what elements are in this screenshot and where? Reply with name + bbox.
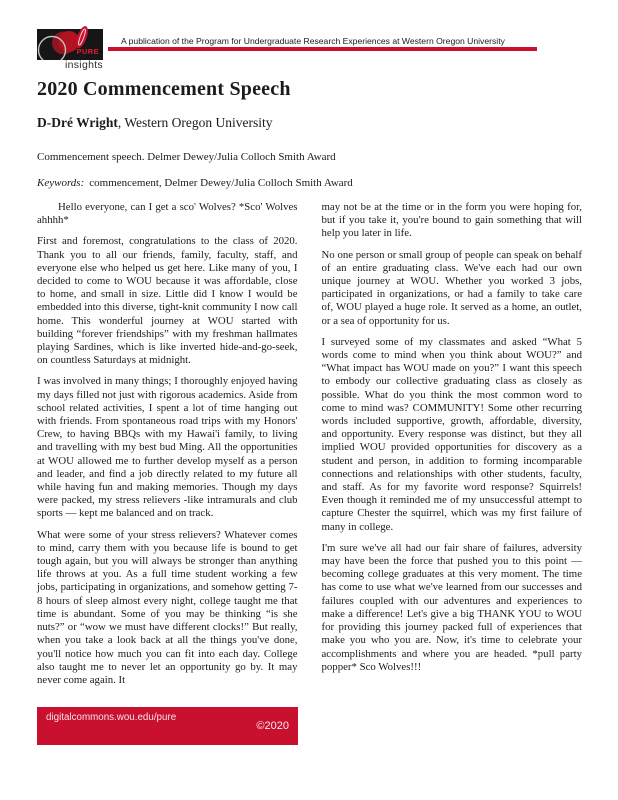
copyright-text: ©2020 <box>256 720 289 732</box>
author-affiliation: , Western Oregon University <box>117 115 273 130</box>
keywords-line <box>37 177 353 189</box>
paragraph: No one person or small group of people can speak on behalf of an entire graduating class. We've each had our own unique journey at WOU. Whether you worked 3 jobs, participated in organizations, or had a family to take care of, WOU played a huge role. It served as a home, an outlet, or a sea of opportunity for us. <box>321 248 582 327</box>
footer-banner <box>37 707 298 745</box>
paragraph: First and foremost, congratulations to the class of 2020. Thank you to all our friends, family, faculty, staff, and everyone else who helped us get here. Like many of you, I decided to come to WOU because it was affordable, close to home, and small in size. Little did I know I would be embedded into this diverse, tight-knit community I now call home. This wonderful journey at WOU started with building “forever friendships” with my freshman hallmates playing Sardines, which is like inverted hide-and-go-seek, on countless Saturdays at midnight. <box>37 235 298 367</box>
logo-pure-text: PURE <box>76 47 99 56</box>
paragraph: I was involved in many things; I thoroughly enjoyed having my days filled not just with rigorous academics. Aside from school related activities, I spent a lot of time hanging out with friends. From spontaneous road trips with my Honors' Crew, to having BBQs with my Hawai'i family, to living and travelling with my best bud Ming. All the opportunities at WOU allowed me to further develop myself as a person and leader, and find a job directly related to my future all while having fun and making memories. Though my days were packed, my stress relievers -like intramurals and club sports — kept me balanced and on track. <box>37 375 298 520</box>
masthead-rule <box>108 47 537 51</box>
paragraph: may not be at the time or in the form you were hoping for, but if you take it, you're bound to gain something that will help you later in life. <box>321 201 582 240</box>
author-line <box>37 115 273 131</box>
paragraph: I'm sure we've all had our fair share of failures, adversity may have been the force that pushed you to this point — becoming college graduates at this very moment. The time has come to use what we've learned from our successes and failures coupled with our adventures and experiences to make a difference! Let's give a big THANK YOU to WOU for providing this journey packed full of experiences that make you who you are. Now, it's time to celebrate your accomplishments and where you are headed. *pull party popper* Sco Wolves!!! <box>321 541 582 673</box>
keywords-label: Keywords: <box>37 177 85 189</box>
abstract: Commencement speech. Delmer Dewey/Julia Colloch Smith Award <box>37 151 336 163</box>
paragraph: What were some of your stress relievers? Whatever comes to mind, carry them with you because life is bound to get tough again, but you will always be stronger than anything life throws at you. As a full time student working a few jobs, participating in organizations, and somehow getting 7-8 hours of sleep almost every night, college taught me that time is abundant. Some of you may be thinking “is she nuts?” or “wow we must have different clocks!” But really, when you take a look back at all the things you've done, you'll notice how much you can fit into each day. College also taught me to never let an opportunity go by. It may never come again. It <box>37 528 298 686</box>
article-body <box>37 201 582 695</box>
logo-insights-text: insights <box>64 59 103 71</box>
right-column <box>322 201 583 695</box>
keywords-text: commencement, Delmer Dewey/Julia Colloch Smith Award <box>89 177 353 189</box>
page-title: 2020 Commencement Speech <box>37 78 291 100</box>
paragraph: Hello everyone, can I get a sco' Wolves? *Sco' Wolves ahhhh* <box>37 201 298 227</box>
author-name: D-Dré Wright <box>37 115 118 130</box>
publication-tagline: A publication of the Program for Undergraduate Research Experiences at Western Oregon University <box>121 36 505 46</box>
repository-url-link[interactable]: digitalcommons.wou.edu/pure <box>46 712 177 723</box>
paragraph: I surveyed some of my classmates and asked “What 5 words come to mind when you think about WOU?” and “What impact has WOU made on you?” I want this speech to embody our collective graduating class as closely as possible. What do you think the most common word to come to mind was? COMMUNITY! Some other recurring words included supportive, growth, affordable, diversity, and opportunity. Every response was distinct, but they all implied WOU provided opportunities for discovery as a student and person, in addition to forming incomparable connections and relationships with other students, faculty, and staff. As for my favorite word response? Squirrels! Even though it reminded me of my unsuccessful attempt to capture Chester the squirrel, which was my first failure of many in college. <box>321 335 582 533</box>
pure-insights-logo-icon <box>37 24 107 62</box>
left-column <box>37 201 298 695</box>
